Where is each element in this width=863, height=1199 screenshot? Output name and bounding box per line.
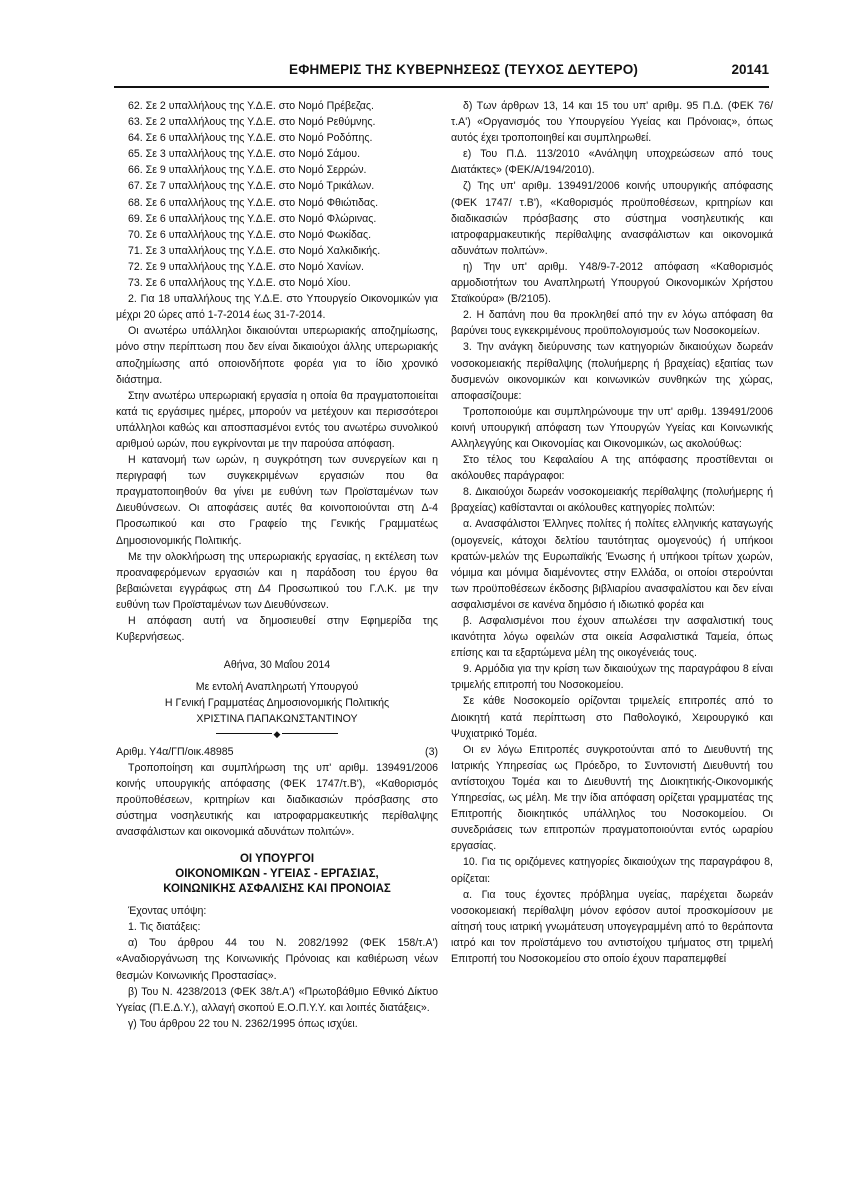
list-item: 68. Σε 6 υπαλλήλους της Υ.Δ.Ε. στο Νομό Φθιώτιδας. bbox=[128, 196, 379, 209]
paragraph-need: 3. Την ανάγκη διεύρυνσης των κατηγοριών δικαιούχων δωρεάν νοσοκομειακής περίθαλψης (πολυήμερης ή βραχείας) εξαιτίας των δυσμενών οικονομικών και κοινωνικών συνθηκών της χώρας, αποφασίζουμε: bbox=[451, 341, 773, 402]
paragraph-2: 2. Για 18 υπαλλήλους της Υ.Δ.Ε. στο Υπουργείο Οικονομικών για μέχρι 20 ώρες από 1-7-2014 έως 31-7-2014. bbox=[116, 293, 438, 322]
paragraph-completion: Με την ολοκλήρωση της υπερωριακής εργασίας, η εκτέλεση των προαναφερόμενων εργασιών και η παράδοση του έργου θα βεβαιώνεται εγγράφως στη Δ4 Προσωπικού του Γ.Λ.Κ. με την ευθύνη των Προϊσταμένων των Διευθύνσεων. bbox=[116, 550, 438, 611]
list-item: 70. Σε 6 υπαλλήλους της Υ.Δ.Ε. στο Νομό Φωκίδας. bbox=[128, 228, 372, 241]
paragraph-10: 10. Για τις οριζόμενες κατηγορίες δικαιούχων της παραγράφου 8, ορίζεται: bbox=[451, 856, 773, 885]
list-item: 67. Σε 7 υπαλλήλους της Υ.Δ.Ε. στο Νομό Τρικάλων. bbox=[128, 180, 375, 193]
provision-h: η) Την υπ' αριθμ. Υ48/9-7-2012 απόφαση «Καθορισμός αρμοδιοτήτων του Αναπληρωτή Υπουργού Οικονομικών Χρήστου Σταϊκούρα» (Β/2105). bbox=[451, 260, 773, 306]
ministers-heading-line-2: ΟΙΚΟΝΟΜΙΚΩΝ - ΥΓΕΙΑΣ - ΕΡΓΑΣΙΑΣ, bbox=[175, 868, 379, 881]
right-column bbox=[451, 98, 773, 967]
paragraph-8: 8. Δικαιούχοι δωρεάν νοσοκομειακής περίθαλψης (πολυήμερης ή βραχείας) καθίστανται οι ακόλουθες κατηγορίες πολιτών: bbox=[451, 486, 773, 515]
paragraph-publish: Η απόφαση αυτή να δημοσιευθεί στην Εφημερίδα της Κυβερνήσεως. bbox=[116, 615, 438, 644]
page-number: 20141 bbox=[731, 62, 769, 77]
paragraph-9a: Σε κάθε Νοσοκομείο ορίζονται τριμελείς επιτροπές από το Διοικητή κατά περίπτωση στο Παθολογικό, Χειρουργικό και Ψυχιατρικό Τομέα. bbox=[451, 695, 773, 740]
list-item: 72. Σε 9 υπαλλήλους της Υ.Δ.Ε. στο Νομό Χανίων. bbox=[128, 260, 364, 273]
provision-g: γ) Του άρθρου 22 του Ν. 2362/1995 όπως ισχύει. bbox=[128, 1017, 358, 1030]
gazette-title: ΕΦΗΜΕΡΙΣ ΤΗΣ ΚΥΒΕΡΝΗΣΕΩΣ (ΤΕΥΧΟΣ ΔΕΥΤΕΡΟ) bbox=[289, 62, 639, 77]
list-item: 62. Σε 2 υπαλλήλους της Υ.Δ.Ε. στο Νομό Πρέβεζας. bbox=[128, 100, 374, 112]
signature-line-1: Με εντολή Αναπληρωτή Υπουργού bbox=[195, 681, 359, 694]
page-header bbox=[114, 62, 769, 84]
section-separator bbox=[116, 728, 438, 740]
provision-z: ζ) Της υπ' αριθμ. 139491/2006 κοινής υπουργικής απόφασης (ΦΕΚ 1747/ τ.Β'), «Καθορισμός προϋποθέσεων, κριτηρίων και διαδικασιών πρόσβασης στο σύστημα νοσηλευτικής και ιατροφαρμακευτικής περίθαλψης ανασφάλιστων και οικονομικά αδυνάτων πολιτών». bbox=[451, 180, 773, 257]
list-item: 66. Σε 9 υπαλλήλους της Υ.Δ.Ε. στο Νομό Σερρών. bbox=[128, 164, 367, 177]
paragraph-9: 9. Αρμόδια για την κρίση των δικαιούχων της παραγράφου 8 είναι τριμελής επιτροπή του Νοσοκομείου. bbox=[451, 663, 773, 692]
decision-sequence: (3) bbox=[425, 745, 438, 758]
provision-e: ε) Του Π.Δ. 113/2010 «Ανάληψη υποχρεώσεων από τους Διατάκτες» (ΦΕΚ/Α/194/2010). bbox=[451, 148, 773, 177]
provision-b: β) Του Ν. 4238/2013 (ΦΕΚ 38/τ.Α') «Πρωτοβάθμιο Εθνικό Δίκτυο Υγείας (Π.Ε.Δ.Υ.), αλλαγή σκοπού Ε.Ο.Π.Υ.Υ. και λοιπές διατάξεις». bbox=[116, 985, 438, 1014]
paragraph-9b: Οι εν λόγω Επιτροπές συγκροτούνται από το Διευθυντή της Ιατρικής Υπηρεσίας ως Πρόεδρο, το Συντονιστή Διευθυντή του αντίστοιχου Τομέα και το Διευθυντή της Διοικητικής-Οικονομικής Υπηρεσίας, ως μέλη. Με την ίδια απόφαση ορίζεται γραμματέας της Επιτροπής διοικητικός υπάλληλος του Νοσοκομείου. Οι συνεδριάσεις των επιτροπών πραγματοποιούνται εντός ωραρίου εργασίας. bbox=[451, 743, 773, 853]
paragraph-amend: Τροποποιούμε και συμπληρώνουμε την υπ' αριθμ. 139491/2006 κοινή υπουργική απόφαση των Υπουργών Υγείας και Κοινωνικής Αλληλεγγύης και Οικονομίας και Οικονομικών, ως ακολούθως: bbox=[451, 405, 773, 450]
list-item: 63. Σε 2 υπαλλήλους της Υ.Δ.Ε. στο Νομό Ρεθύμνης. bbox=[128, 116, 376, 129]
signature-date: Αθήνα, 30 Μαΐου 2014 bbox=[223, 659, 331, 672]
list-item: 64. Σε 6 υπαλλήλους της Υ.Δ.Ε. στο Νομό Ροδόπης. bbox=[128, 132, 373, 145]
paragraph-10a: α. Για τους έχοντες πρόβλημα υγείας, παρέχεται δωρεάν νοσοκομειακή περίθαλψη μόνον εφόσον αυτοί προσκομίσουν με αίτησή τους ιατρική γνωμάτευση υπογεγραμμένη από το θεράποντα ιατρό και τον προϊστάμενο του αντιστοίχου τμήματος στη τριμελή Επιτροπή του Νοσοκομείου στο οποίο έχουν παραπεμφθεί bbox=[451, 888, 773, 965]
paragraph-compensation: Οι ανωτέρω υπάλληλοι δικαιούνται υπερωριακής αποζημίωσης, μόνο στην περίπτωση που δεν είναι δικαιούχοι άλλης υπερωριακής αποζημίωσης από οποιονδήποτε φορέα για το ίδιο χρονικό διάστημα. bbox=[116, 325, 438, 386]
paragraph-chapter-end: Στο τέλος του Κεφαλαίου Α της απόφασης προστίθενται οι ακόλουθες παράγραφοι: bbox=[451, 454, 773, 483]
paragraph-allocation: Η κατανομή των ωρών, η συγκρότηση των συνεργείων και η περιγραφή των συγκεκριμένων εργασιών που θα πραγματοποιηθούν θα γίνει με ευθύνη των Προϊσταμένων των Διευθύνσεων. Οι αποφάσεις αυτές θα κοινοποιούνται στη Δ-4 Προσωπικού και στο Γραφείο της Γενικής Γραμματέως Δημοσιονομικής Πολιτικής. bbox=[116, 454, 438, 547]
left-column bbox=[116, 98, 438, 1032]
decision-title: Τροποποίηση και συμπλήρωση της υπ' αριθμ. 139491/2006 κοινής υπουργικής απόφασης (ΦΕΚ 1747/τ.Β'), «Καθορισμός προϋποθέσεων, κριτηρίων και διαδικασιών πρόσβασης στο σύστημα νοσηλευτικής και ιατροφαρμακευτικής περίθαλψης ανασφάλιστων και οικονομικά αδυνάτων πολιτών». bbox=[116, 761, 438, 839]
signature-line-2: Η Γενική Γραμματέας Δημοσιονομικής Πολιτικής bbox=[164, 697, 390, 710]
provision-d: δ) Των άρθρων 13, 14 και 15 του υπ' αριθμ. 95 Π.Δ. (ΦΕΚ 76/τ.Α') «Οργανισμός του Υπουργείου Υγείας και Πρόνοιας», όπως αυτός έχει τροποποιηθεί και συμπληρωθεί. bbox=[451, 100, 773, 145]
ministers-heading-line-3: ΚΟΙΝΩΝΙΚΗΣ ΑΣΦΑΛΙΣΗΣ ΚΑΙ ΠΡΟΝΟΙΑΣ bbox=[163, 883, 391, 896]
list-item: 71. Σε 3 υπαλλήλους της Υ.Δ.Ε. στο Νομό Χαλκιδικής. bbox=[128, 244, 381, 257]
list-item: 69. Σε 6 υπαλλήλους της Υ.Δ.Ε. στο Νομό Φλώρινας. bbox=[128, 212, 377, 225]
signature-name: ΧΡΙΣΤΙΝΑ ΠΑΠΑΚΩΝΣΤΑΝΤΙΝΟΥ bbox=[196, 713, 358, 726]
list-item: 65. Σε 3 υπαλλήλους της Υ.Δ.Ε. στο Νομό Σάμου. bbox=[128, 148, 361, 161]
decision-number: Αριθμ. Υ4α/ΓΠ/οικ.48985 bbox=[116, 745, 234, 758]
header-rule bbox=[114, 86, 769, 88]
ministers-heading: ΟΙ ΥΠΟΥΡΓΟΙ bbox=[239, 853, 315, 866]
provision-a: α) Του άρθρου 44 του Ν. 2082/1992 (ΦΕΚ 158/τ.Α') «Αναδιοργάνωση της Κοινωνικής Πρόνοιας και καθιέρωση νέων θεσμών Κοινωνικής Προστασίας». bbox=[116, 937, 438, 982]
paragraph-expense: 2. Η δαπάνη που θα προκληθεί από την εν λόγω απόφαση θα βαρύνει τους εγκεκριμένους προϋπολογισμούς των Νοσοκομείων. bbox=[451, 309, 773, 338]
diamond-icon: ◆ bbox=[273, 728, 281, 739]
paragraph-overtime: Στην ανωτέρω υπερωριακή εργασία η οποία θα πραγματοποιείται κατά τις εργάσιμες ημέρες, μπορούν να μετέχουν και περισσότεροι υπάλληλοι καθώς και αποσπασμένοι εντός του ανωτέρω συνολικού αριθμού ωρών, που εγκρίνονται με την παρούσα απόφαση. bbox=[116, 389, 438, 450]
decision-number-row bbox=[116, 744, 438, 760]
provisions: 1. Τις διατάξεις: bbox=[128, 921, 201, 934]
paragraph-8a: α. Ανασφάλιστοι Έλληνες πολίτες ή πολίτες ελληνικής καταγωγής (ομογενείς, κάτοχοι δελτίου ταυτότητας ομογενούς) ή υπήκοοι κρατών-μελών της Ευρωπαϊκής Ένωσης ή υπήκοοι τρίτων χωρών, νόμιμα και μόνιμα διαμένοντες στην Ελλάδα, οι οποίοι στερούνται των προϋποθέσεων έκδοσης βιβλιαρίου ανασφαλίστου και δεν είναι ασφαλισμένοι σε κανένα δημόσιο ή ιδιωτικό φορέα και bbox=[451, 518, 773, 611]
having-regard: Έχοντας υπόψη: bbox=[128, 905, 207, 918]
list-item: 73. Σε 6 υπαλλήλους της Υ.Δ.Ε. στο Νομό Χίου. bbox=[128, 277, 351, 290]
paragraph-8b: β. Ασφαλισμένοι που έχουν απωλέσει την ασφαλιστική τους ικανότητα λόγω οφειλών στα οικεία Ασφαλιστικά Ταμεία, όπως επίσης και τα εξαρτώμενα μέλη της οικογένειάς τους. bbox=[451, 615, 773, 660]
